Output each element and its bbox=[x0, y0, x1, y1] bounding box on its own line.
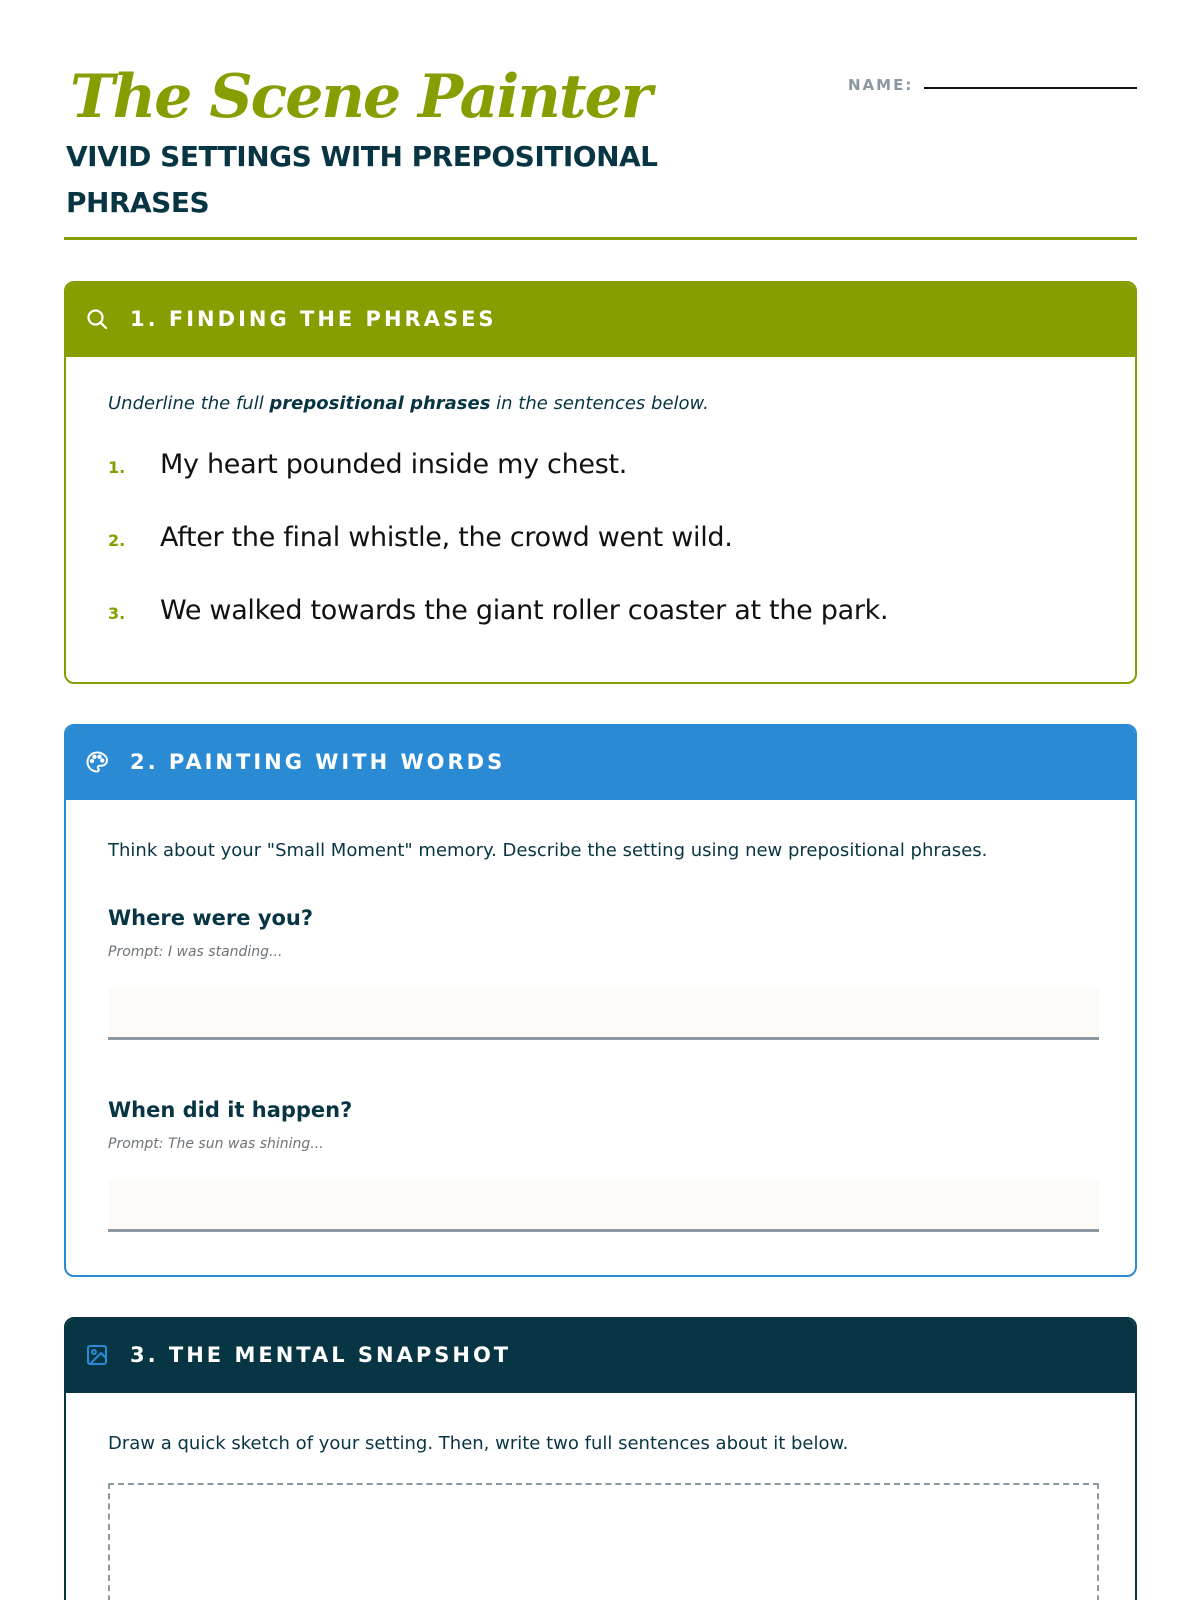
item-number: 3. bbox=[108, 604, 126, 623]
list-item bbox=[108, 522, 1088, 595]
header-divider bbox=[64, 237, 1137, 240]
sentence-text[interactable]: After the final whistle, the crowd went wild. bbox=[160, 522, 733, 553]
item-number: 2. bbox=[108, 531, 126, 550]
instruction-text: in the sentences below. bbox=[490, 393, 709, 414]
instruction-text: Underline the full bbox=[108, 393, 270, 414]
section-finding-phrases bbox=[64, 281, 1137, 684]
section-title: 2. PAINTING WITH WORDS bbox=[130, 750, 506, 774]
section-title: 3. THE MENTAL SNAPSHOT bbox=[130, 1343, 512, 1367]
answer-input-when[interactable] bbox=[108, 1180, 1099, 1232]
question-where: Where were you? bbox=[108, 906, 314, 930]
list-item bbox=[108, 449, 1088, 522]
sketch-area[interactable] bbox=[108, 1483, 1099, 1600]
sentence-text[interactable]: We walked towards the giant roller coaster at the park. bbox=[160, 595, 889, 626]
prompt-when: Prompt: The sun was shining... bbox=[108, 1136, 324, 1152]
item-number: 1. bbox=[108, 458, 126, 477]
sentence-list bbox=[108, 449, 1088, 668]
section-instruction: Think about your "Small Moment" memory. Describe the setting using new prepositional phrases. bbox=[108, 840, 988, 861]
section-instruction: Draw a quick sketch of your setting. Then, write two full sentences about it below. bbox=[108, 1433, 849, 1454]
page-subtitle: VIVID SETTINGS WITH PREPOSITIONAL PHRASES bbox=[66, 140, 658, 219]
palette-icon bbox=[84, 749, 110, 775]
section-title: 1. FINDING THE PHRASES bbox=[130, 307, 497, 331]
question-when: When did it happen? bbox=[108, 1098, 353, 1122]
instruction-emphasis: prepositional phrases bbox=[269, 393, 491, 414]
section-header bbox=[64, 724, 1137, 800]
section-header bbox=[64, 281, 1137, 357]
prompt-where: Prompt: I was standing... bbox=[108, 944, 283, 960]
section-mental-snapshot bbox=[64, 1317, 1137, 1600]
image-icon bbox=[84, 1342, 110, 1368]
section-header bbox=[64, 1317, 1137, 1393]
page-title: The Scene Painter bbox=[70, 62, 651, 132]
name-field[interactable] bbox=[924, 87, 1137, 89]
worksheet-header bbox=[64, 0, 1137, 241]
answer-input-where[interactable] bbox=[108, 988, 1099, 1040]
sentence-text[interactable]: My heart pounded inside my chest. bbox=[160, 449, 628, 480]
section-instruction bbox=[108, 393, 709, 414]
section-painting-words bbox=[64, 724, 1137, 1277]
search-icon bbox=[84, 306, 110, 332]
list-item bbox=[108, 595, 1088, 668]
name-label: NAME: bbox=[848, 76, 914, 94]
